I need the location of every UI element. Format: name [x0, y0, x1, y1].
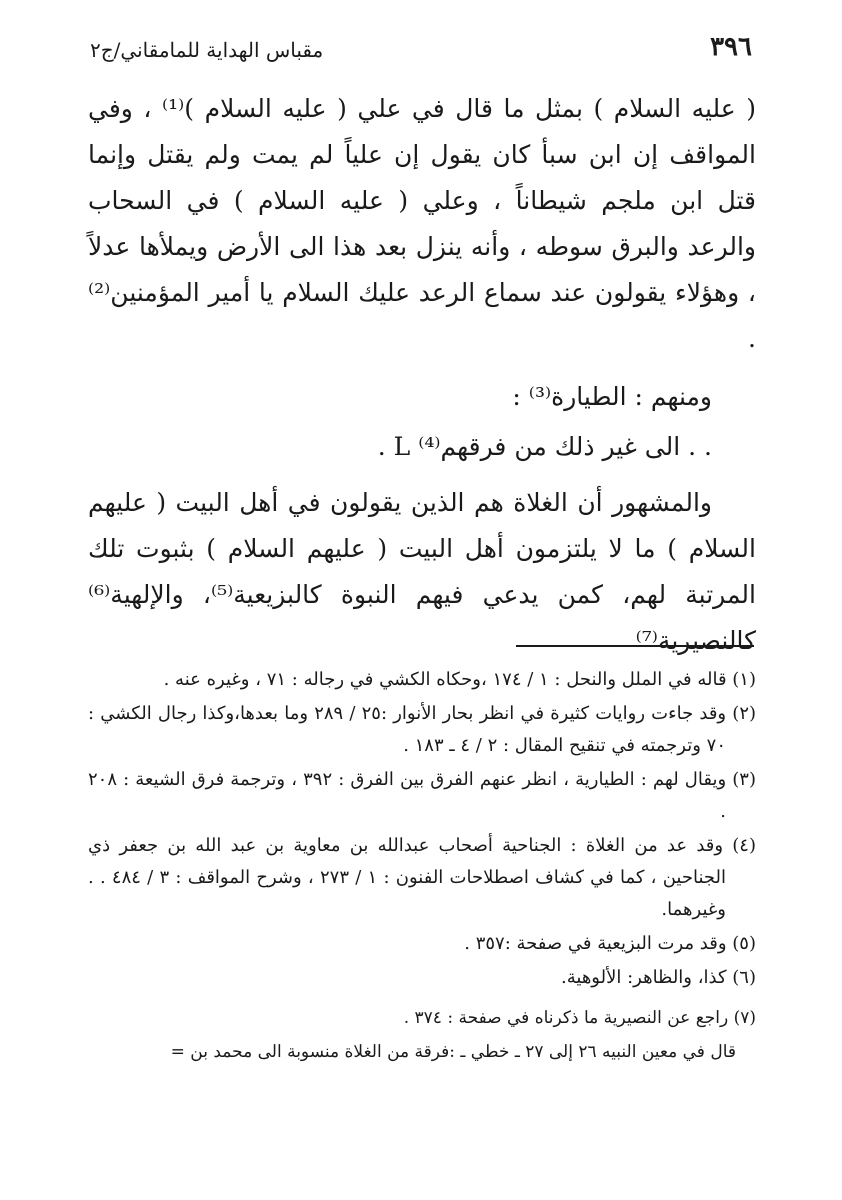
footnote-continuation: قال في معين النبيه ٢٦ إلى ٢٧ ـ خطي ـ :فرقة من الغلاة منسوبة الى محمد بن =: [170, 1042, 736, 1062]
main-text: [88, 86, 756, 664]
running-title: مقباس الهداية للمامقاني/ج٢: [90, 38, 324, 62]
footnote: (٤) وقد عد من الغلاة : الجناحية أصحاب عبدالله بن معاوية بن عبد الله بن جعفر ذي الجناحين ، كما في كشاف اصطلاحات الفنون : ١ / ٢٧٣ ، وشرح المواقف : ٣ / ٤٨٤ . . وغيرهما.: [88, 835, 756, 920]
footnote: (٧) راجع عن النصيرية ما ذكرناه في صفحة : ٣٧٤ .: [403, 1008, 756, 1028]
footnotes: [88, 664, 756, 1085]
footnote: (٢) وقد جاءت روايات كثيرة في انظر بحار الأنوار :٢٥ / ٢٨٩ وما بعدها،وكذا رجال الكشي : ٧٠ وترجمته في تنقيح المقال : ٢ / ٤ ـ ١٨٣ .: [88, 703, 757, 756]
footnote: (١) قاله في الملل والنحل : ١ / ١٧٤ ،وحكاه الكشي في رجاله : ٧١ ، وغيره عنه .: [163, 669, 756, 690]
footnote-divider: [516, 645, 754, 647]
footnote: (٥) وقد مرت البزيعية في صفحة :٣٥٧ .: [464, 933, 756, 954]
paragraph: ومنهم : الطيارة⁽³⁾ :: [512, 382, 712, 411]
footnote: (٦) كذا، والظاهر: الألوهية.: [561, 967, 756, 988]
paragraph: والمشهور أن الغلاة هم الذين يقولون في أهل البيت ( عليهم السلام ) ما لا يلتزمون أهل البيت ( عليهم السلام ) بثبوت تلك المرتبة لهم، كمن يدعي فيهم النبوة كالبزيعية⁽⁵⁾، والإلهية⁽⁶⁾ كالنصيرية⁽⁷⁾: [88, 488, 756, 655]
page-header: [90, 32, 752, 72]
paragraph: . . الى غير ذلك من فرقهم⁽⁴⁾ L .: [377, 432, 712, 461]
paragraph: ( عليه السلام ) بمثل ما قال في علي ( عليه السلام )⁽¹⁾ ، وفي المواقف إن ابن سبأ كان يقول إن علياً لم يمت ولم يقتل وإنما قتل ابن ملجم شيطاناً ، وعلي ( عليه السلام ) في السحاب والرعد والبرق سوطه ، وأنه ينزل بعد هذا الى الأرض ويملأها عدلاً ، وهؤلاء يقولون عند سماع الرعد عليك السلام يا أمير المؤمنين⁽²⁾ .: [88, 94, 756, 353]
footnote: (٣) ويقال لهم : الطيارية ، انظر عنهم الفرق بين الفرق : ٣٩٢ ، وترجمة فرق الشيعة : ٢٠٨ .: [88, 769, 756, 822]
page-number: ٣٩٦: [710, 32, 752, 62]
